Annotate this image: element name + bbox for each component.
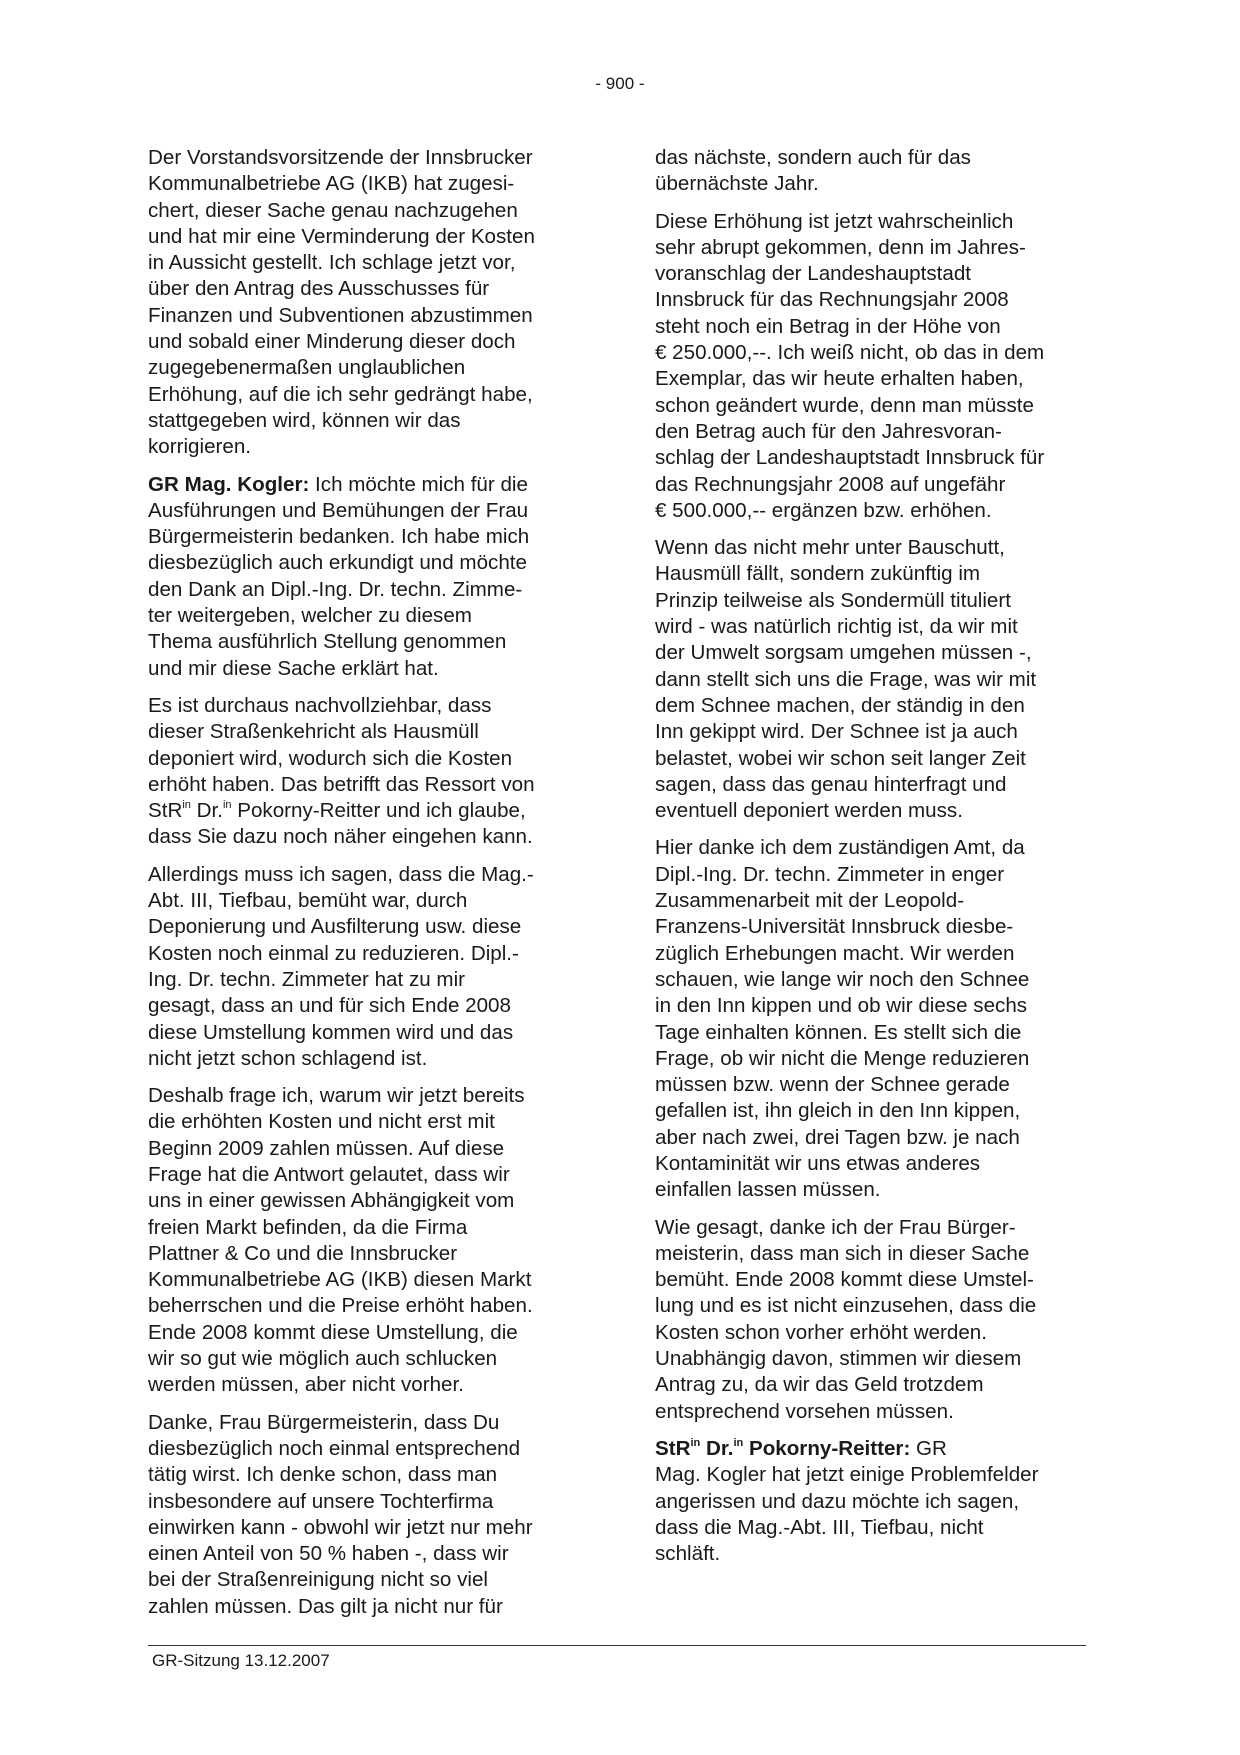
text-line: schlag der Landeshauptstadt Innsbruck für bbox=[655, 446, 1045, 470]
text-line: den Dank an Dipl.-Ing. Dr. techn. Zimme- bbox=[148, 577, 523, 601]
text-line: freien Markt befinden, da die Firma bbox=[148, 1215, 468, 1239]
text-line: Beginn 2009 zahlen müssen. Auf diese bbox=[148, 1136, 505, 1160]
text-line: Deponierung und Ausfilterung usw. diese bbox=[148, 915, 522, 939]
speaker-name bbox=[655, 1437, 910, 1460]
text-line: schon geändert wurde, denn man müsste bbox=[655, 393, 1034, 417]
text-fragment: StR bbox=[655, 1436, 691, 1460]
text-line: chert, dieser Sache genau nachzugehen bbox=[148, 198, 518, 222]
text-line: meisterin, dass man sich in dieser Sache bbox=[655, 1241, 1030, 1265]
text-line: Dipl.-Ing. Dr. techn. Zimmeter in enger bbox=[655, 862, 1005, 886]
text-line: Es ist durchaus nachvollziehbar, dass bbox=[148, 693, 492, 717]
text-fragment: Pokorny-Reitter: bbox=[743, 1436, 911, 1460]
text-line: entsprechend vorsehen müssen. bbox=[655, 1399, 954, 1423]
text-line: der Umwelt sorgsam umgehen müssen -, bbox=[655, 641, 1032, 665]
text-line: € 250.000,--. Ich weiß nicht, ob das in dem bbox=[655, 341, 1045, 365]
paragraph bbox=[655, 535, 1095, 824]
text-line: Diese Erhöhung ist jetzt wahrscheinlich bbox=[655, 209, 1014, 233]
text-line: ter weitergeben, welcher zu diesem bbox=[148, 604, 472, 628]
text-line: und sobald einer Minderung dieser doch bbox=[148, 330, 516, 354]
right-column bbox=[655, 145, 1095, 1578]
text-line: Mag. Kogler hat jetzt einige Problemfelder bbox=[655, 1463, 1039, 1487]
text-line: Ende 2008 kommt diese Umstellung, die bbox=[148, 1320, 518, 1344]
text-line: Erhöhung, auf die ich sehr gedrängt habe, bbox=[148, 382, 533, 406]
text-line: Franzens-Universität Innsbruck diesbe- bbox=[655, 915, 1014, 939]
text-line: müssen bzw. wenn der Schnee gerade bbox=[655, 1073, 1010, 1097]
text-fragment: GR bbox=[910, 1436, 947, 1460]
text-line: diese Umstellung kommen wird und das bbox=[148, 1020, 514, 1044]
superscript: in bbox=[733, 1436, 744, 1449]
text-line: das Rechnungsjahr 2008 auf ungefähr bbox=[655, 472, 1006, 496]
text-line: Deshalb frage ich, warum wir jetzt bereits bbox=[148, 1084, 525, 1108]
text-fragment: Ich möchte mich für die bbox=[309, 472, 528, 496]
text-line: dass die Mag.-Abt. III, Tiefbau, nicht bbox=[655, 1515, 984, 1539]
text-line: Ing. Dr. techn. Zimmeter hat zu mir bbox=[148, 967, 466, 991]
text-line: einen Anteil von 50 % haben -, dass wir bbox=[148, 1542, 509, 1566]
text-line: Innsbruck für das Rechnungsjahr 2008 bbox=[655, 288, 1009, 312]
text-line: gesagt, dass an und für sich Ende 2008 bbox=[148, 994, 511, 1018]
text-line: einwirken kann - obwohl wir jetzt nur mehr bbox=[148, 1515, 533, 1539]
text-line: in den Inn kippen und ob wir diese sechs bbox=[655, 994, 1028, 1018]
paragraph bbox=[655, 209, 1095, 525]
text-line: Hausmüll fällt, sondern zukünftig im bbox=[655, 562, 981, 586]
text-line: das nächste, sondern auch für das bbox=[655, 146, 971, 169]
text-line: € 500.000,-- ergänzen bzw. erhöhen. bbox=[655, 498, 992, 522]
text-line: Inn gekippt wird. Der Schnee ist ja auch bbox=[655, 720, 1018, 744]
text-line bbox=[148, 472, 588, 498]
paragraph bbox=[148, 1410, 588, 1620]
text-line: schläft. bbox=[655, 1542, 721, 1566]
text-line: schauen, wie lange wir noch den Schnee bbox=[655, 967, 1030, 991]
speaker-name: GR Mag. Kogler: bbox=[148, 472, 310, 496]
text-line: Wenn das nicht mehr unter Bauschutt, bbox=[655, 536, 1005, 560]
text-line: aber nach zwei, drei Tagen bzw. je nach bbox=[655, 1125, 1020, 1149]
text-line: Kommunalbetriebe AG (IKB) hat zugesi- bbox=[148, 172, 515, 196]
text-line: uns in einer gewissen Abhängigkeit vom bbox=[148, 1189, 515, 1213]
text-line: nicht jetzt schon schlagend ist. bbox=[148, 1046, 428, 1070]
text-line: beherrschen und die Preise erhöht haben. bbox=[148, 1294, 533, 1318]
text-line: über den Antrag des Ausschusses für bbox=[148, 277, 490, 301]
paragraph bbox=[148, 862, 588, 1072]
paragraph bbox=[148, 1083, 588, 1399]
paragraph-pokorny-reitter bbox=[655, 1436, 1095, 1567]
text-line: einfallen lassen müssen. bbox=[655, 1178, 881, 1202]
text-fragment: StR bbox=[148, 799, 183, 823]
text-line: Kosten schon vorher erhöht werden. bbox=[655, 1320, 987, 1344]
text-line: Kontaminität wir uns etwas anderes bbox=[655, 1151, 981, 1175]
paragraph bbox=[148, 145, 588, 461]
text-line: wir so gut wie möglich auch schlucken bbox=[148, 1347, 498, 1371]
text-line: Kommunalbetriebe AG (IKB) diesen Markt bbox=[148, 1268, 532, 1292]
paragraph bbox=[655, 835, 1095, 1203]
text-fragment: Dr. bbox=[190, 799, 223, 823]
text-line: Allerdings muss ich sagen, dass die Mag.- bbox=[148, 862, 534, 886]
page-number: - 900 - bbox=[595, 74, 645, 93]
text-line: die erhöhten Kosten und nicht erst mit bbox=[148, 1110, 495, 1134]
text-fragment: Dr. bbox=[700, 1436, 734, 1460]
text-line: voranschlag der Landeshauptstadt bbox=[655, 262, 971, 286]
text-line: den Betrag auch für den Jahresvoran- bbox=[655, 419, 1002, 443]
text-line bbox=[655, 1436, 1095, 1462]
text-line: dem Schnee machen, der ständig in den bbox=[655, 693, 1025, 717]
text-line: Ausführungen und Bemühungen der Frau bbox=[148, 498, 529, 522]
text-line: in Aussicht gestellt. Ich schlage jetzt vor, bbox=[148, 251, 516, 275]
text-line: Bürgermeisterin bedanken. Ich habe mich bbox=[148, 525, 530, 549]
text-line bbox=[148, 798, 588, 824]
text-line: lung und es ist nicht einzusehen, dass die bbox=[655, 1294, 1037, 1318]
text-line: tätig wirst. Ich denke schon, dass man bbox=[148, 1463, 498, 1487]
text-line: Kosten noch einmal zu reduzieren. Dipl.- bbox=[148, 941, 519, 965]
text-line: Frage, ob wir nicht die Menge reduzieren bbox=[655, 1046, 1030, 1070]
footer-text: GR-Sitzung 13.12.2007 bbox=[152, 1651, 330, 1670]
text-line: Zusammenarbeit mit der Leopold- bbox=[655, 889, 965, 913]
paragraph bbox=[148, 693, 588, 851]
superscript: in bbox=[222, 799, 232, 812]
text-line: Danke, Frau Bürgermeisterin, dass Du bbox=[148, 1410, 500, 1434]
left-column bbox=[148, 145, 588, 1631]
text-line: korrigieren. bbox=[148, 435, 252, 459]
text-line: belastet, wobei wir schon seit langer Zeit bbox=[655, 746, 1026, 770]
paragraph bbox=[655, 145, 1095, 198]
text-line: züglich Erhebungen macht. Wir werden bbox=[655, 941, 1015, 965]
text-line: eventuell deponiert werden muss. bbox=[655, 799, 963, 823]
text-line: deponiert wird, wodurch sich die Kosten bbox=[148, 746, 513, 770]
superscript: in bbox=[690, 1436, 701, 1449]
text-line: übernächste Jahr. bbox=[655, 172, 819, 196]
text-line: Hier danke ich dem zuständigen Amt, da bbox=[655, 836, 1025, 860]
text-line: diesbezüglich noch einmal entsprechend bbox=[148, 1436, 521, 1460]
text-line: diesbezüglich auch erkundigt und möchte bbox=[148, 551, 527, 575]
text-line: sagen, dass das genau hinterfragt und bbox=[655, 772, 1007, 796]
paragraph-kogler bbox=[148, 472, 588, 682]
text-line: dieser Straßenkehricht als Hausmüll bbox=[148, 720, 479, 744]
text-line: Abt. III, Tiefbau, bemüht war, durch bbox=[148, 889, 468, 913]
text-line: angerissen und dazu möchte ich sagen, bbox=[655, 1489, 1020, 1513]
text-line: wird - was natürlich richtig ist, da wir mit bbox=[655, 615, 1018, 639]
text-line: gefallen ist, ihn gleich in den Inn kippen, bbox=[655, 1099, 1021, 1123]
text-line: Antrag zu, da wir das Geld trotzdem bbox=[655, 1373, 984, 1397]
text-line: steht noch ein Betrag in der Höhe von bbox=[655, 314, 1001, 338]
text-line: insbesondere auf unsere Tochterfirma bbox=[148, 1489, 494, 1513]
text-line: und hat mir eine Verminderung der Kosten bbox=[148, 224, 535, 248]
text-line: Thema ausführlich Stellung genommen bbox=[148, 630, 507, 654]
text-line: Der Vorstandsvorsitzende der Innsbrucker bbox=[148, 146, 533, 169]
text-line: bei der Straßenreinigung nicht so viel bbox=[148, 1568, 488, 1592]
superscript: in bbox=[182, 799, 191, 812]
footer-divider bbox=[148, 1645, 1086, 1646]
text-line: zugegebenermaßen unglaublichen bbox=[148, 356, 466, 380]
text-line: Finanzen und Subventionen abzustimmen bbox=[148, 303, 533, 327]
text-line: werden müssen, aber nicht vorher. bbox=[148, 1373, 464, 1397]
text-line: dass Sie dazu noch näher eingehen kann. bbox=[148, 825, 533, 849]
text-line: Exemplar, das wir heute erhalten haben, bbox=[655, 367, 1024, 391]
text-line: und mir diese Sache erklärt hat. bbox=[148, 656, 439, 680]
paragraph bbox=[655, 1215, 1095, 1425]
text-line: Unabhängig davon, stimmen wir diesem bbox=[655, 1347, 1022, 1371]
text-line: Frage hat die Antwort gelautet, dass wir bbox=[148, 1162, 510, 1186]
text-line: Plattner & Co und die Innsbrucker bbox=[148, 1241, 458, 1265]
text-line: zahlen müssen. Das gilt ja nicht nur für bbox=[148, 1594, 503, 1618]
text-line: erhöht haben. Das betrifft das Ressort von bbox=[148, 772, 535, 796]
text-line: stattgegeben wird, können wir das bbox=[148, 408, 461, 432]
text-line: Tage einhalten können. Es stellt sich die bbox=[655, 1020, 1022, 1044]
text-line: Prinzip teilweise als Sondermüll tituliert bbox=[655, 588, 1011, 612]
text-line: dann stellt sich uns die Frage, was wir mit bbox=[655, 667, 1037, 691]
text-line: sehr abrupt gekommen, denn im Jahres- bbox=[655, 235, 1026, 259]
text-line: Wie gesagt, danke ich der Frau Bürger- bbox=[655, 1215, 1016, 1239]
text-line: bemüht. Ende 2008 kommt diese Umstel- bbox=[655, 1268, 1034, 1292]
text-fragment: Pokorny-Reitter und ich glaube, bbox=[231, 799, 526, 823]
